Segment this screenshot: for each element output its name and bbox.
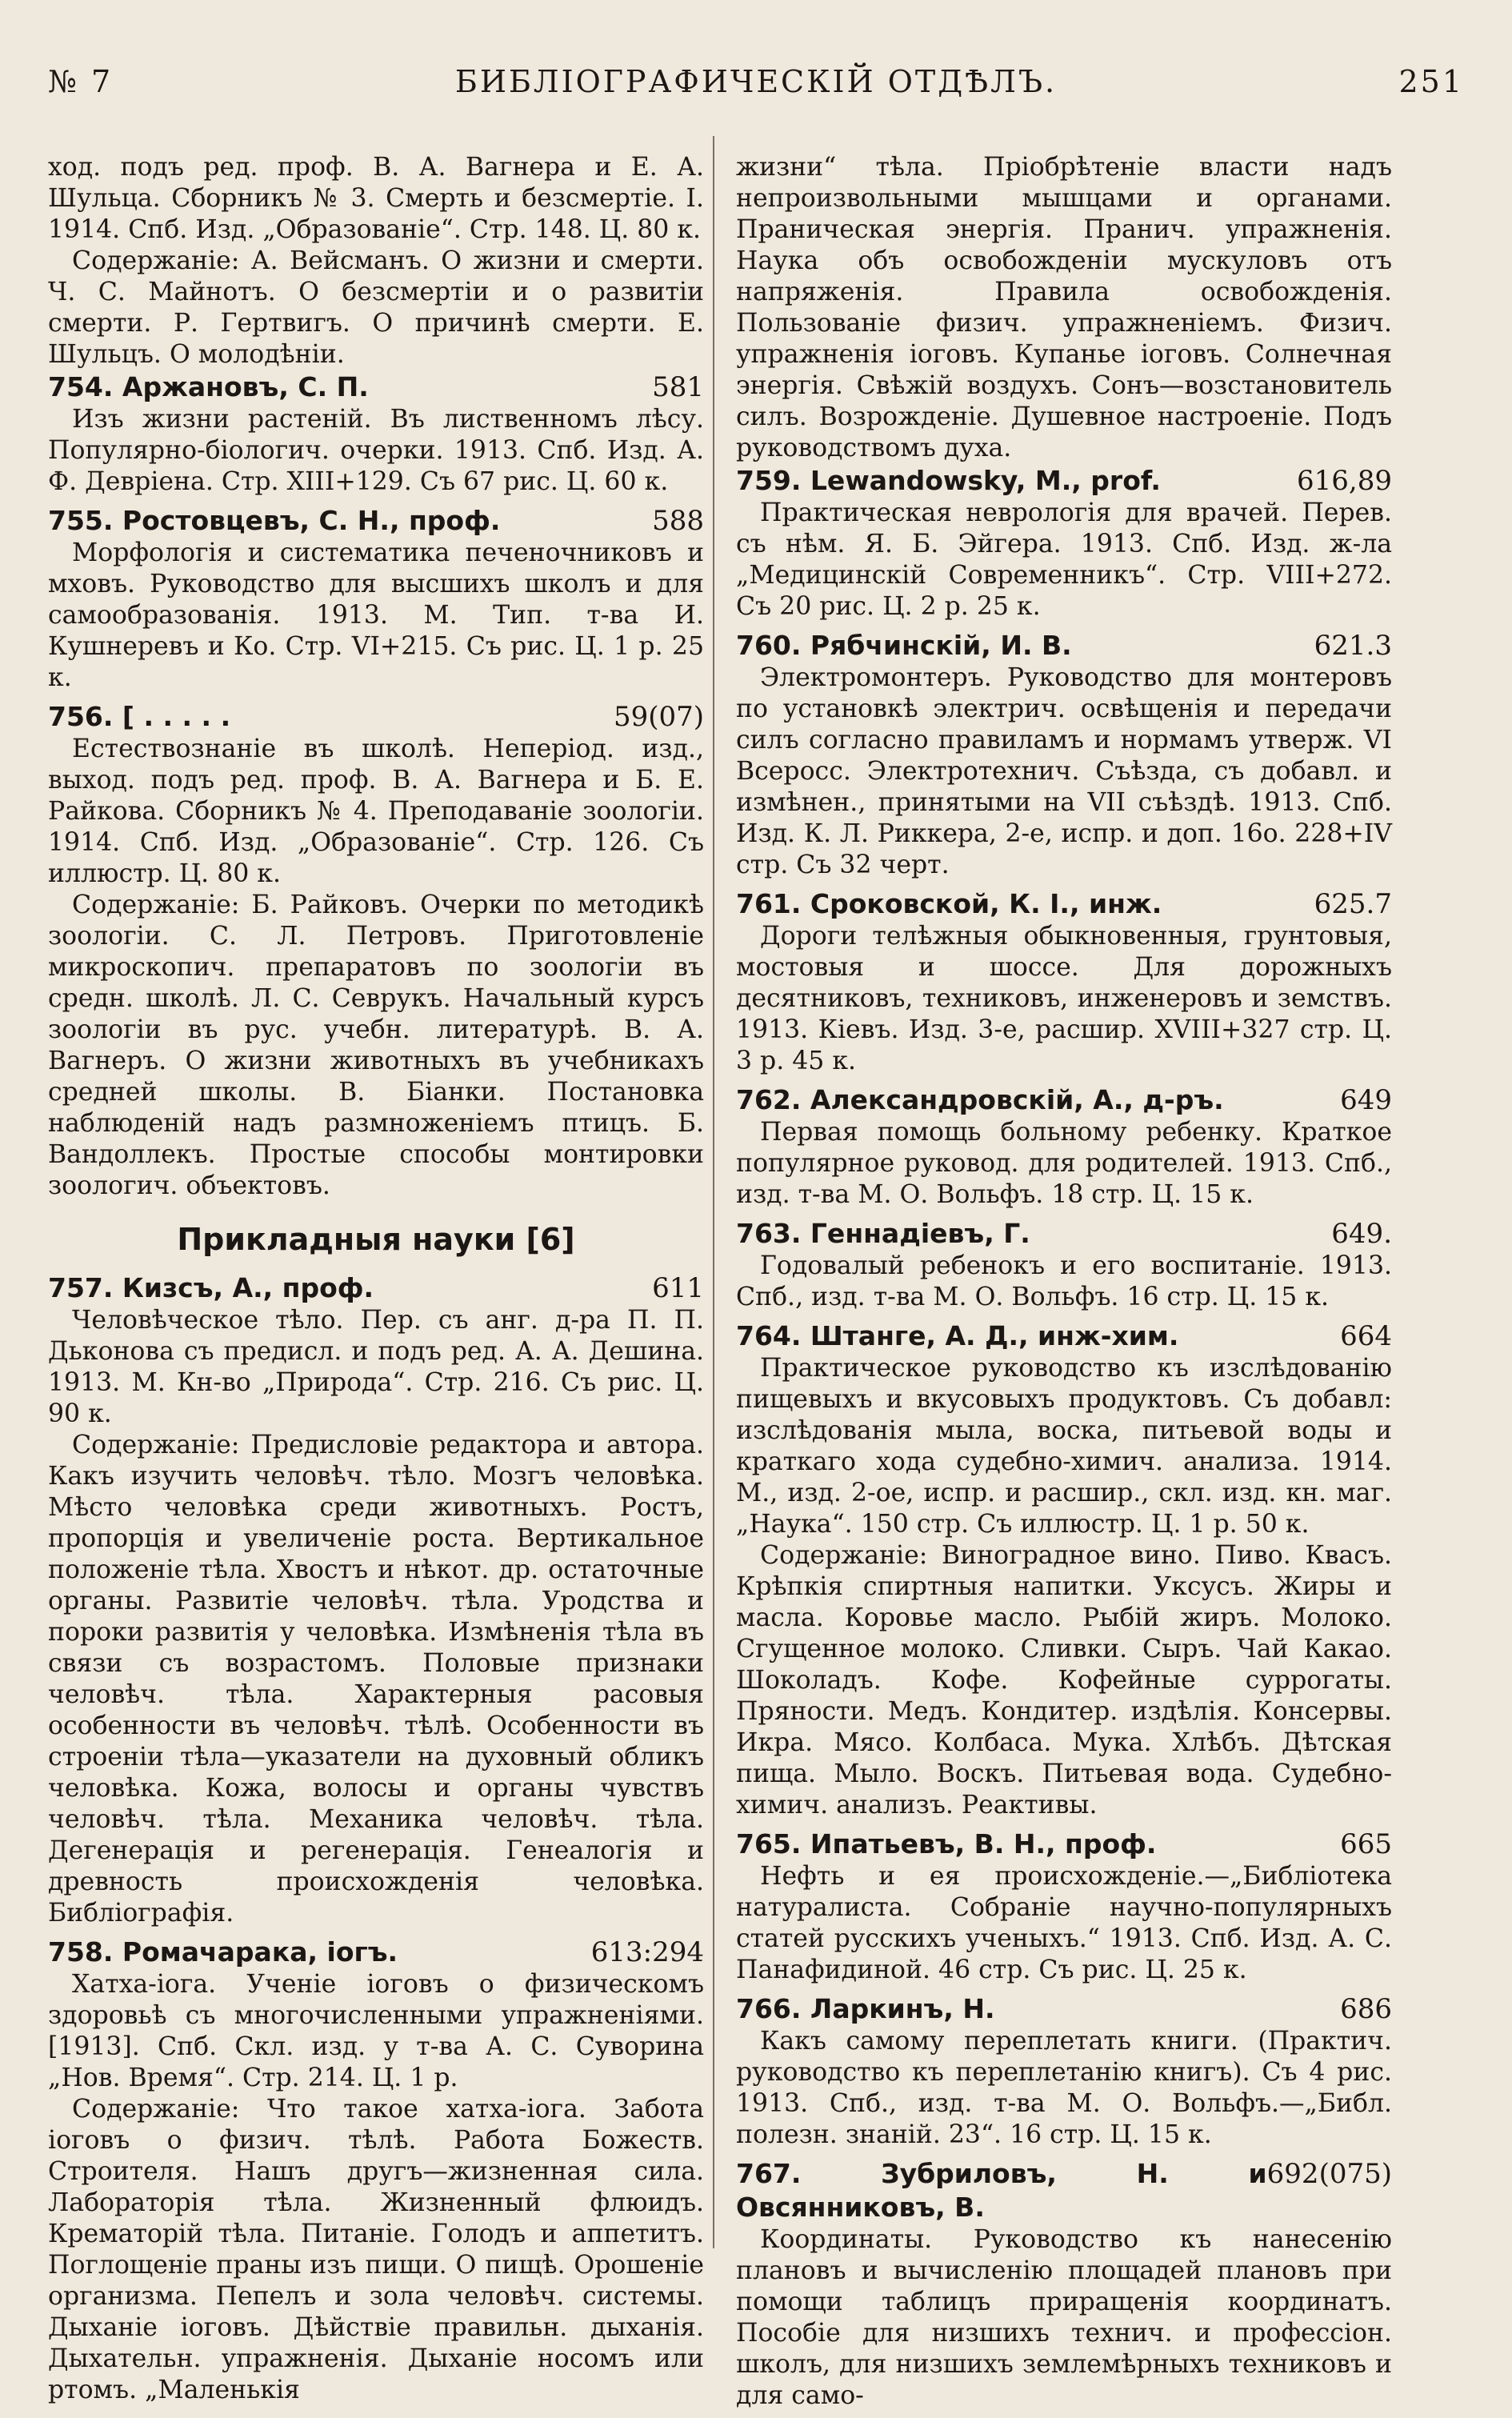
right-column [736,152,1392,2418]
entry-classification: 692(075) [1266,2158,1392,2190]
entry-heading [736,464,1392,498]
entry-author: 754. Аржановъ, С. П. [48,371,369,402]
entry-heading [736,1319,1392,1353]
entry-text: Практическое руководство къ изслѣдованію пищевыхъ и вкусовыхъ продуктовъ. Съ добавл: изслѣдованія мыла, воска, питьевой воды и краткаго хода судебно-химич. анализа. 1914. М., изд. 2-ое, испр. и расшир., скл. изд. кн. маг. „Наука“. 150 стр. Съ иллюстр. Ц. 1 р. 50 к. [736,1354,1392,1539]
page-number: 251 [1398,64,1464,99]
entry-text: Содержаніе: Предисловіе редактора и автора. Какъ изучить человѣч. тѣло. Мозгъ человѣка. Мѣсто человѣка среди животныхъ. Ростъ, пропорція и увеличеніе роста. Вертикальное положеніе тѣла. Хвостъ и нѣкот. др. остаточные органы. Развитіе человѣч. тѣла. Уродства и пороки развитія у человѣка. Измѣненія тѣла въ связи съ возрастомъ. Половые признаки человѣч. тѣла. Характерныя расовыя особенности въ человѣч. тѣлѣ. Особенности въ строеніи тѣла—указатели на духовный обликъ человѣка. Кожа, волосы и органы чувствъ человѣч. тѣла. Механика человѣч. тѣла. Дегенерація и регенерація. Генеалогія и древность происхожденія человѣка. Библіографія. [48,1431,704,1928]
entry-classification: 611 [652,1272,704,1304]
entry-classification: 665 [1340,1828,1392,1860]
bibliography-entry [736,1083,1392,1211]
entry-heading [48,1936,704,1969]
entry-author: 762. Александровскій, А., д-ръ. [736,1084,1224,1115]
bibliography-entry [48,700,704,1202]
column-divider [713,136,714,2248]
left-entries [48,370,704,1202]
entry-text: Изъ жизни растеній. Въ лиственномъ лѣсу. Популярно-біологич. очерки. 1913. Спб. Изд. А. Ф. Девріена. Стр. XIII+129. Съ 67 рис. Ц. 60 к. [48,405,704,496]
entry-text: Содержаніе: Виноградное вино. Пиво. Квасъ. Крѣпкія спиртныя напитки. Уксусъ. Жиры и масла. Коровье масло. Рыбій жиръ. Молоко. Сгущенное молоко. Сливки. Сыръ. Чай Какао. Шоколадъ. Кофе. Кофейные суррогаты. Пряности. Медъ. Кондитер. издѣлія. Консервы. Икра. Мясо. Колбаса. Мука. Хлѣбъ. Дѣтская пища. Мыло. Воскъ. Питьевая вода. Судебно-химич. анализъ. Реактивы. [736,1541,1392,1820]
entry-text: Содержаніе: А. Вейсманъ. О жизни и смерти. Ч. С. Майнотъ. О безсмертіи и о развитіи смерти. Р. Гертвигъ. О причинѣ смерти. Е. Шульцъ. О молодѣніи. [48,246,704,369]
entry-author: 766. Ларкинъ, Н. [736,1993,995,2024]
section-heading: БИБЛІОГРАФИЧЕСКІЙ ОТДѢЛЪ. [454,64,1058,99]
entry-text: Морфологія и систематика печеночниковъ и мховъ. Руководство для высшихъ школъ и для самообразованія. 1913. М. Тип. т-ва И. Кушнеревъ и Ко. Стр. VI+215. Съ рис. Ц. 1 р. 25 к. [48,538,704,692]
section-title: Прикладныя науки [6] [177,1222,575,1257]
bibliography-entry [736,1992,1392,2151]
right-intro: жизни“ тѣла. Пріобрѣтеніе власти надъ непроизвольными мышцами и органами. Праническая энергія. Пранич. упражненія. Наука объ освобожденіи мускуловъ отъ напряженія. Правила освобожденія. Пользованіе физич. упражненіемъ. Физич. упражненія іоговъ. Купанье іоговъ. Солнечная энергія. Свѣжій воздухъ. Сонъ—возстановитель силъ. Возрожденіе. Душевное настроеніе. Подъ руководствомъ духа. [736,153,1392,462]
entry-heading [736,1217,1392,1251]
entry-text: Естествознаніе въ школѣ. Неперіод. изд., выход. подъ ред. проф. В. А. Вагнера и Б. Е. Райкова. Сборникъ № 4. Преподаваніе зоологіи. 1914. Спб. Изд. „Образованіе“. Стр. 126. Съ иллюстр. Ц. 80 к. [48,735,704,888]
entry-classification: 613:294 [590,1936,704,1968]
bibliography-entry [48,370,704,498]
left-entries-applied [48,1271,704,2406]
entry-text: Какъ самому переплетать книги. (Практич. руководство къ переплетанію книгъ). Съ 4 рис. 1913. Спб., изд. т-ва М. О. Вольфъ.—„Библ. полезн. знаній. 23“. 16 стр. Ц. 15 к. [736,2027,1392,2149]
entry-author: 765. Ипатьевъ, В. Н., проф. [736,1828,1157,1860]
bibliography-entry [736,1217,1392,1313]
entry-heading [48,700,704,734]
entry-author: 761. Сроковской, К. І., инж. [736,888,1162,919]
bibliography-entry [736,887,1392,1077]
entry-text: Практическая неврологія для врачей. Перев. съ нѣм. Я. Б. Эйгера. 1913. Спб. Изд. ж-ла „Медицинскій Современникъ“. Стр. VIII+272. Съ 20 рис. Ц. 2 р. 25 к. [736,498,1392,621]
entry-text: Хатха-іога. Ученіе іоговъ о физическомъ здоровьѣ съ многочисленными упражненіями. [1913]. Спб. Скл. изд. у т-ва А. С. Суворина „Нов. Время“. Стр. 214. Ц. 1 р. [48,1970,704,2092]
entry-heading [736,1992,1392,2026]
entry-heading [736,1083,1392,1117]
entry-heading [736,2157,1392,2224]
entry-author: 757. Кизсъ, А., проф. [48,1272,374,1303]
entry-classification: 686 [1340,1993,1392,2025]
entry-text: Человѣческое тѣло. Пер. съ анг. д-ра П. П. Дьконова съ предисл. и подъ ред. А. А. Дешина. 1913. М. Кн-во „Природа“. Стр. 216. Съ рис. Ц. 90 к. [48,1306,704,1428]
entry-text: Координаты. Руководство къ нанесенію плановъ и вычисленію площадей плановъ при помощи таблицъ приращенія координатъ. Пособіе для низшихъ технич. и профессіон. школъ, для низшихъ землемѣрныхъ техниковъ и для само- [736,2225,1392,2410]
entry-classification: 621.3 [1314,630,1392,662]
entry-author: 756. [ . . . . . [48,701,231,732]
entry-heading [48,1271,704,1305]
entry-heading [736,1828,1392,1861]
bibliography-entry [736,464,1392,623]
entry-author: 763. Геннадіевъ, Г. [736,1218,1030,1249]
entry-classification: 588 [652,505,704,537]
left-intro [48,152,704,370]
entry-author: 758. Ромачарака, іогъ. [48,1936,398,1968]
entry-text: Содержаніе: Б. Райковъ. Очерки по методикѣ зоологіи. С. Л. Петровъ. Приготовленіе микроскопич. препаратовъ по зоологіи въ средн. школѣ. Л. С. Севрукъ. Начальный курсъ зоологіи въ рус. учебн. литературѣ. В. А. Вагнеръ. О жизни животныхъ въ учебникахъ средней школы. В. Біанки. Постановка наблюденій надъ размноженіемъ птицъ. Б. Вандоллекъ. Простые способы монтировки зоологич. объектовъ. [48,891,704,1200]
entry-heading [48,370,704,404]
bibliography-entry [48,1936,704,2406]
entry-classification: 664 [1340,1320,1392,1352]
bibliography-entry [736,2157,1392,2412]
entry-classification: 625.7 [1314,888,1392,920]
entry-classification: 581 [652,371,704,403]
right-entries [736,464,1392,2412]
bibliography-entry [48,504,704,694]
bibliography-entry [736,1828,1392,1986]
entry-heading [48,504,704,538]
entry-text: Годовалый ребенокъ и его воспитаніе. 1913. Спб., изд. т-ва М. О. Вольфъ. 16 стр. Ц. 15 к. [736,1251,1392,1311]
entry-classification: 649. [1331,1218,1392,1250]
entry-text: Первая помощь больному ребенку. Краткое популярное руковод. для родителей. 1913. Спб., изд. т-ва М. О. Вольфъ. 18 стр. Ц. 15 к. [736,1118,1392,1209]
bibliography-entry [48,1271,704,1929]
left-column [48,152,704,2412]
bibliography-entry [736,629,1392,881]
entry-classification: 59(07) [613,701,704,733]
entry-classification: 616,89 [1297,465,1392,497]
entry-heading [736,887,1392,921]
entry-author: 759. Lewandowsky, M., prof. [736,465,1161,496]
entry-author: 767. Зубриловъ, Н. и Овсянниковъ, В. [736,2158,1267,2223]
entry-author: 760. Рябчинскій, И. В. [736,630,1072,661]
entry-text: Содержаніе: Что такое хатха-іога. Забота іоговъ о физич. тѣлѣ. Работа Божеств. Строителя. Нашъ другъ—жизненная сила. Лабораторія тѣла. Жизненный флюидъ. Крематорій тѣла. Питаніе. Голодъ и аппетитъ. Поглощеніе праны изъ пищи. О пищѣ. Орошеніе организма. Пепелъ и зола человѣч. системы. Дыханіе іоговъ. Дѣйствіе правильн. дыханія. Дыхательн. упражненія. Дыханіе носомъ или ртомъ. „Маленькія [48,2095,704,2404]
issue-number: № 7 [48,64,114,99]
entry-author: 764. Штанге, А. Д., инж-хим. [736,1320,1179,1351]
entry-classification: 649 [1340,1084,1392,1116]
entry-heading [736,629,1392,663]
entry-text: Дороги телѣжныя обыкновенныя, грунтовыя, мостовыя и шоссе. Для дорожныхъ десятниковъ, техниковъ, инженеровъ и земствъ. 1913. Кіевъ. Изд. 3-е, расшир. XVIII+327 стр. Ц. 3 р. 45 к. [736,922,1392,1075]
entry-author: 755. Ростовцевъ, С. Н., проф. [48,505,501,536]
bibliography-entry [736,1319,1392,1821]
entry-text: ход. подъ ред. проф. В. А. Вагнера и Е. А. Шульца. Сборникъ № 3. Смерть и безсмертіе. I. 1914. Спб. Изд. „Образованіе“. Стр. 148. Ц. 80 к. [48,153,704,244]
entry-text: Нефть и ея происхожденіе.—„Библіотека натуралиста. Собраніе научно-популярныхъ статей русскихъ ученыхъ.“ 1913. Спб. Изд. А. С. Панафидиной. 46 стр. Съ рис. Ц. 25 к. [736,1862,1392,1984]
entry-text: Электромонтеръ. Руководство для монтеровъ по установкѣ электрич. освѣщенія и передачи силъ согласно правиламъ и нормамъ утверж. VI Всеросс. Электротехнич. Съѣзда, съ добавл. и измѣнен., принятыми на VII съѣздѣ. 1913. Спб. Изд. К. Л. Риккера, 2-е, испр. и доп. 16о. 228+IV стр. Съ 32 черт. [736,663,1392,879]
page-header [48,64,1464,112]
